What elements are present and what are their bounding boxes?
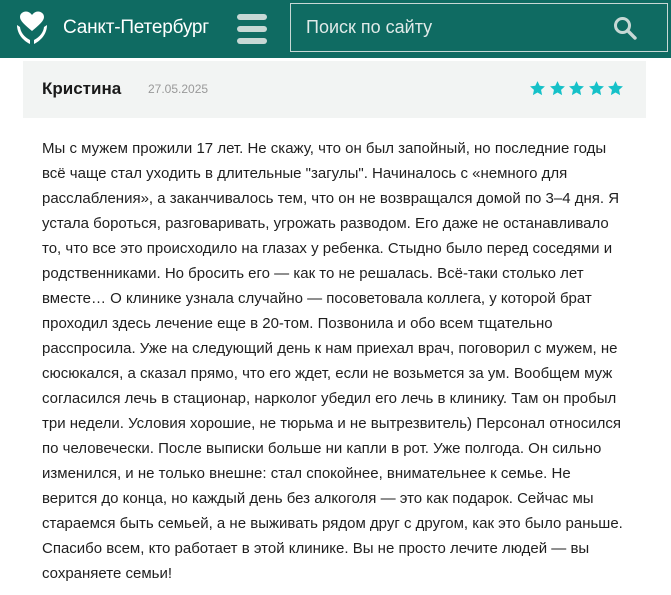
review-header (23, 61, 646, 118)
review-text-line: сохраняете семьи! (42, 565, 173, 582)
review-text-line: стараемся быть семьей, а не выживать рядом друг с другом, как это было раньше. (42, 515, 623, 532)
review-text-line: три недели. Условия хорошие, не тюрьма и не вытрезвитель) Персонал относился (42, 415, 621, 432)
review-date: 27.05.2025 (148, 82, 209, 96)
city-selector[interactable]: Санкт-Петербург (63, 17, 210, 38)
hamburger-menu-icon (237, 14, 267, 20)
star-icon (568, 80, 585, 97)
star-icon (607, 80, 624, 97)
review-author: Кристина (42, 79, 122, 98)
review-text-line: расспросила. Уже на следующий день к нам приехал врач, поговорил с мужем, не (42, 340, 618, 357)
site-header (0, 0, 671, 58)
review-text-line: всё чаще стал уходить в длительные "загулы". Начиналось с «немного для (42, 165, 568, 182)
review-text-line: сюсюкался, а сказал прямо, что его ждет, если не возьмется за ум. Вообщем муж (42, 365, 613, 382)
review-text-line: расслабления», а заканчивалось тем, что он не возвращался домой по 3–4 дня. Я (42, 190, 620, 207)
search-icon[interactable] (613, 16, 637, 40)
menu-button[interactable] (237, 13, 267, 45)
review-text-line: по человечески. После выписки больше ни капли в рот. Уже полгода. Он сильно (42, 440, 602, 457)
search-input[interactable] (291, 4, 611, 51)
review-text-line: то, что все это происходило на глазах у ребенка. Стыдно было перед соседями и (42, 240, 613, 257)
rating-stars (529, 80, 629, 98)
review-text-line: проходил здесь лечение еще в 20-том. Позвонила и обо всем тщательно (42, 315, 553, 332)
review-text-line: устала бороться, разговаривать, угрожать разводом. Его даже не останавливало (42, 215, 609, 232)
search-form (290, 3, 668, 52)
review-text-line: вместе… О клинике узнала случайно — посоветовала коллега, у которой брат (42, 290, 592, 307)
star-icon (529, 80, 546, 97)
review-text-line: согласился лечь в стационар, нарколог убедил его лечь в клинику. Там он пробыл (42, 390, 617, 407)
review-text (42, 136, 642, 586)
review-text-line: родственниками. Но бросить его — как то не решалась. Всё-таки столько лет (42, 265, 584, 282)
review-text-line: Мы с мужем прожили 17 лет. Не скажу, что он был запойный, но последние годы (42, 140, 607, 157)
star-icon (549, 80, 566, 97)
star-icon (588, 80, 605, 97)
review-text-line: изменился, и не только внешне: стал спокойнее, внимательнее к семье. Не (42, 465, 571, 482)
review-text-line: Спасибо всем, кто работает в этой клинике. Вы не просто лечите людей — вы (42, 540, 590, 557)
review-text-line: верится до конца, но каждый день без алкоголя — это как подарок. Сейчас мы (42, 490, 594, 507)
heart-hands-icon[interactable] (15, 10, 49, 46)
